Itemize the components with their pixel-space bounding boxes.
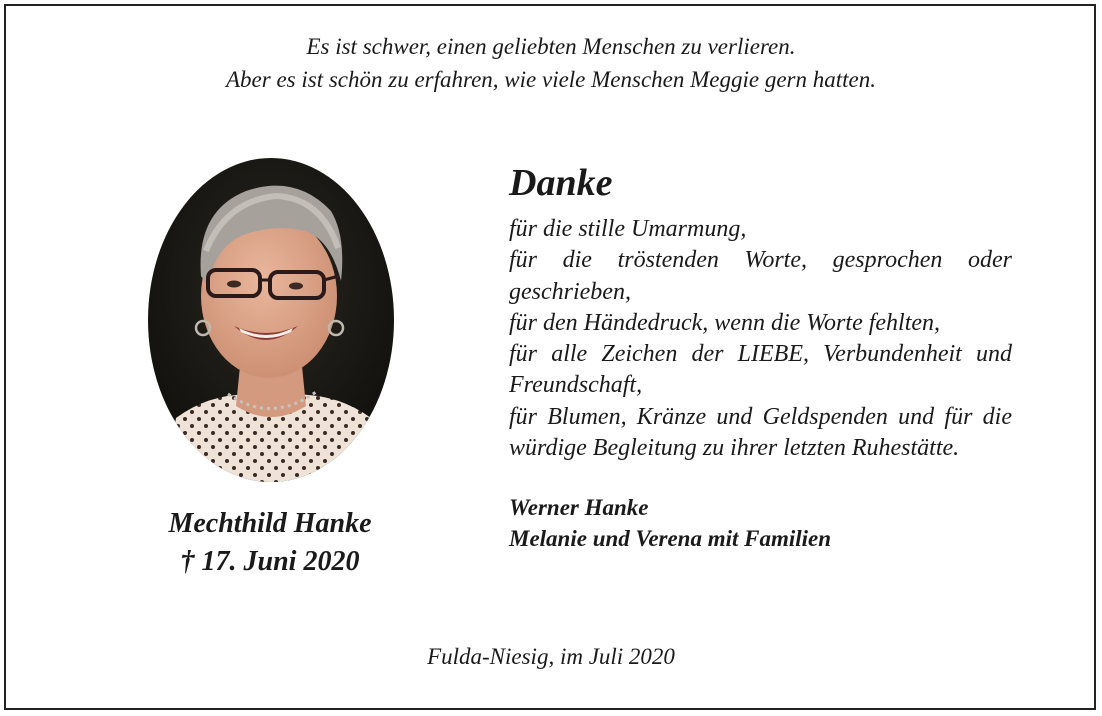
signer-line-1: Werner Hanke <box>509 495 649 521</box>
thanks-line: für den Händedruck, wenn die Worte fehlten, <box>509 309 941 336</box>
thanks-heading: Danke <box>509 162 613 204</box>
thanks-line: für Blumen, Kränze und Geldspenden und für die würdige Begleitung zu ihrer letzten Ruhestätte. <box>509 403 1012 462</box>
thanks-line: für die tröstenden Worte, gesprochen oder geschrieben, <box>509 247 1012 305</box>
intro-line-2: Aber es ist schön zu erfahren, wie viele Menschen Meggie gern hatten. <box>225 67 876 92</box>
portrait-photo <box>146 156 396 484</box>
signer-line-2: Melanie und Verena mit Familien <box>509 526 832 552</box>
portrait-illustration <box>146 156 396 484</box>
deceased-info <box>110 505 430 581</box>
signers <box>509 492 1012 554</box>
deceased-date: † 17. Juni 2020 <box>180 546 360 577</box>
intro-text <box>0 30 1102 96</box>
intro-line-1: Es ist schwer, einen geliebten Menschen zu verlieren. <box>306 34 796 59</box>
thanks-line: für alle Zeichen der LIEBE, Verbundenheit und Freundschaft, <box>509 341 1012 399</box>
place-date: Fulda-Niesig, im Juli 2020 <box>427 644 675 669</box>
thanks-body <box>509 214 1012 464</box>
thanks-line: für die stille Umarmung, <box>509 216 747 242</box>
thanks-section <box>509 160 1012 554</box>
deceased-name: Mechthild Hanke <box>168 508 372 539</box>
